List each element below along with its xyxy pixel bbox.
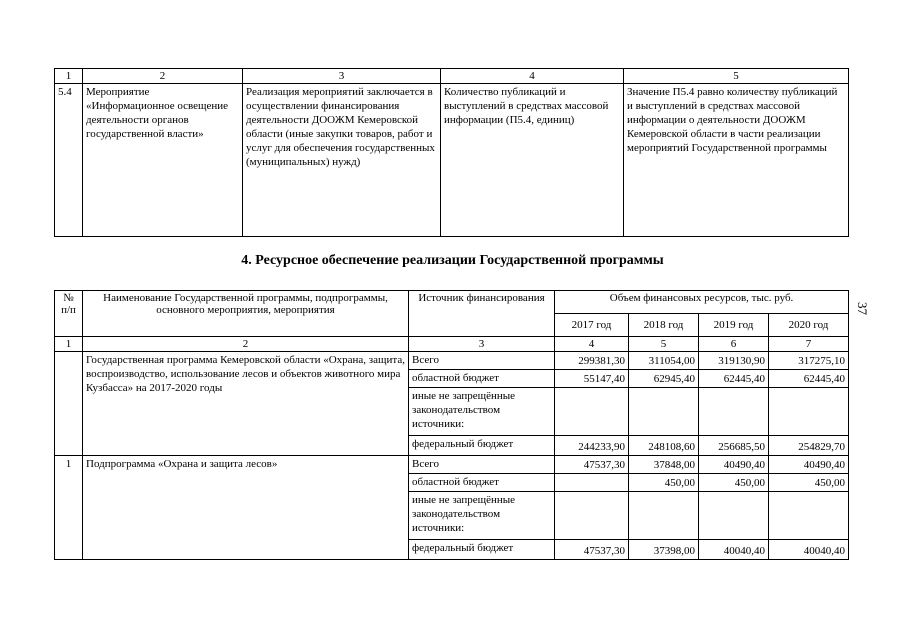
- page-number: 37: [855, 302, 870, 315]
- activities-header-row: [55, 69, 849, 84]
- value-cell: [555, 474, 629, 492]
- block-number: 1: [55, 456, 83, 560]
- resource-table: [54, 290, 849, 560]
- table-row: [55, 352, 849, 370]
- header-number: № п/п: [55, 291, 83, 337]
- activity-description: Реализация мероприятий заключается в осуществлении финансирования деятельности ДООЖМ Кемеровской области (иные закупки товаров, работ и услуг для обеспечения государственных (муниципальных) нужд): [243, 84, 441, 237]
- block-name: Государственная программа Кемеровской области «Охрана, защита, воспроизводство, использование лесов и объектов животного мира Кузбасса» на 2017-2020 годы: [83, 352, 409, 456]
- block-number: [55, 352, 83, 456]
- value-cell: [699, 492, 769, 540]
- colnum-6: 6: [699, 337, 769, 352]
- col-number-2: 2: [83, 69, 243, 84]
- value-cell: 37848,00: [629, 456, 699, 474]
- source-cell: федеральный бюджет: [409, 436, 555, 456]
- resource-colnum-row: [55, 337, 849, 352]
- value-cell: 450,00: [769, 474, 849, 492]
- header-source: Источник финансирования: [409, 291, 555, 337]
- col-number-1: 1: [55, 69, 83, 84]
- value-cell: 62445,40: [699, 370, 769, 388]
- activities-table: [54, 68, 849, 237]
- value-cell: 256685,50: [699, 436, 769, 456]
- value-cell: 311054,00: [629, 352, 699, 370]
- value-cell: 319130,90: [699, 352, 769, 370]
- value-cell: 47537,30: [555, 540, 629, 560]
- activity-name: Мероприятие «Информационное освещение деятельности органов государственной власти»: [83, 84, 243, 237]
- value-cell: [629, 388, 699, 436]
- header-year-2020: 2020 год: [769, 314, 849, 337]
- source-cell: иные не запрещённые законодательством источники:: [409, 492, 555, 540]
- activity-number: 5.4: [55, 84, 83, 237]
- value-cell: 254829,70: [769, 436, 849, 456]
- block-name: Подпрограмма «Охрана и защита лесов»: [83, 456, 409, 560]
- value-cell: 40490,40: [769, 456, 849, 474]
- value-cell: 47537,30: [555, 456, 629, 474]
- col-number-4: 4: [441, 69, 624, 84]
- value-cell: [555, 492, 629, 540]
- value-cell: 248108,60: [629, 436, 699, 456]
- value-cell: 37398,00: [629, 540, 699, 560]
- resource-header-row: [55, 291, 849, 314]
- source-cell: Всего: [409, 456, 555, 474]
- value-cell: 55147,40: [555, 370, 629, 388]
- col-number-3: 3: [243, 69, 441, 84]
- value-cell: [699, 388, 769, 436]
- section-title: 4. Ресурсное обеспечение реализации Государственной программы: [241, 253, 664, 268]
- value-cell: [629, 492, 699, 540]
- colnum-2: 2: [83, 337, 409, 352]
- colnum-1: 1: [55, 337, 83, 352]
- source-cell: Всего: [409, 352, 555, 370]
- value-cell: [555, 388, 629, 436]
- value-cell: 40490,40: [699, 456, 769, 474]
- colnum-5: 5: [629, 337, 699, 352]
- col-number-5: 5: [624, 69, 849, 84]
- header-name: Наименование Государственной программы, подпрограммы, основного мероприятия, мероприятия: [83, 291, 409, 337]
- value-cell: 62945,40: [629, 370, 699, 388]
- value-cell: [769, 388, 849, 436]
- header-year-2018: 2018 год: [629, 314, 699, 337]
- header-year-2017: 2017 год: [555, 314, 629, 337]
- value-cell: 62445,40: [769, 370, 849, 388]
- header-volume: Объем финансовых ресурсов, тыс. руб.: [555, 291, 849, 314]
- source-cell: иные не запрещённые законодательством источники:: [409, 388, 555, 436]
- value-cell: 40040,40: [699, 540, 769, 560]
- value-cell: 299381,30: [555, 352, 629, 370]
- header-year-2019: 2019 год: [699, 314, 769, 337]
- activity-row: [55, 84, 849, 237]
- activity-indicator: Количество публикаций и выступлений в средствах массовой информации (П5.4, единиц): [441, 84, 624, 237]
- value-cell: 317275,10: [769, 352, 849, 370]
- source-cell: областной бюджет: [409, 370, 555, 388]
- value-cell: 40040,40: [769, 540, 849, 560]
- value-cell: 244233,90: [555, 436, 629, 456]
- source-cell: областной бюджет: [409, 474, 555, 492]
- activity-indicator-value: Значение П5.4 равно количеству публикаций и выступлений в средствах массовой информации о деятельности ДООЖМ Кемеровской области в части реализации мероприятий Государственной программы: [624, 84, 849, 237]
- value-cell: [769, 492, 849, 540]
- colnum-3: 3: [409, 337, 555, 352]
- colnum-7: 7: [769, 337, 849, 352]
- source-cell: федеральный бюджет: [409, 540, 555, 560]
- value-cell: 450,00: [629, 474, 699, 492]
- value-cell: 450,00: [699, 474, 769, 492]
- table-row: [55, 456, 849, 474]
- colnum-4: 4: [555, 337, 629, 352]
